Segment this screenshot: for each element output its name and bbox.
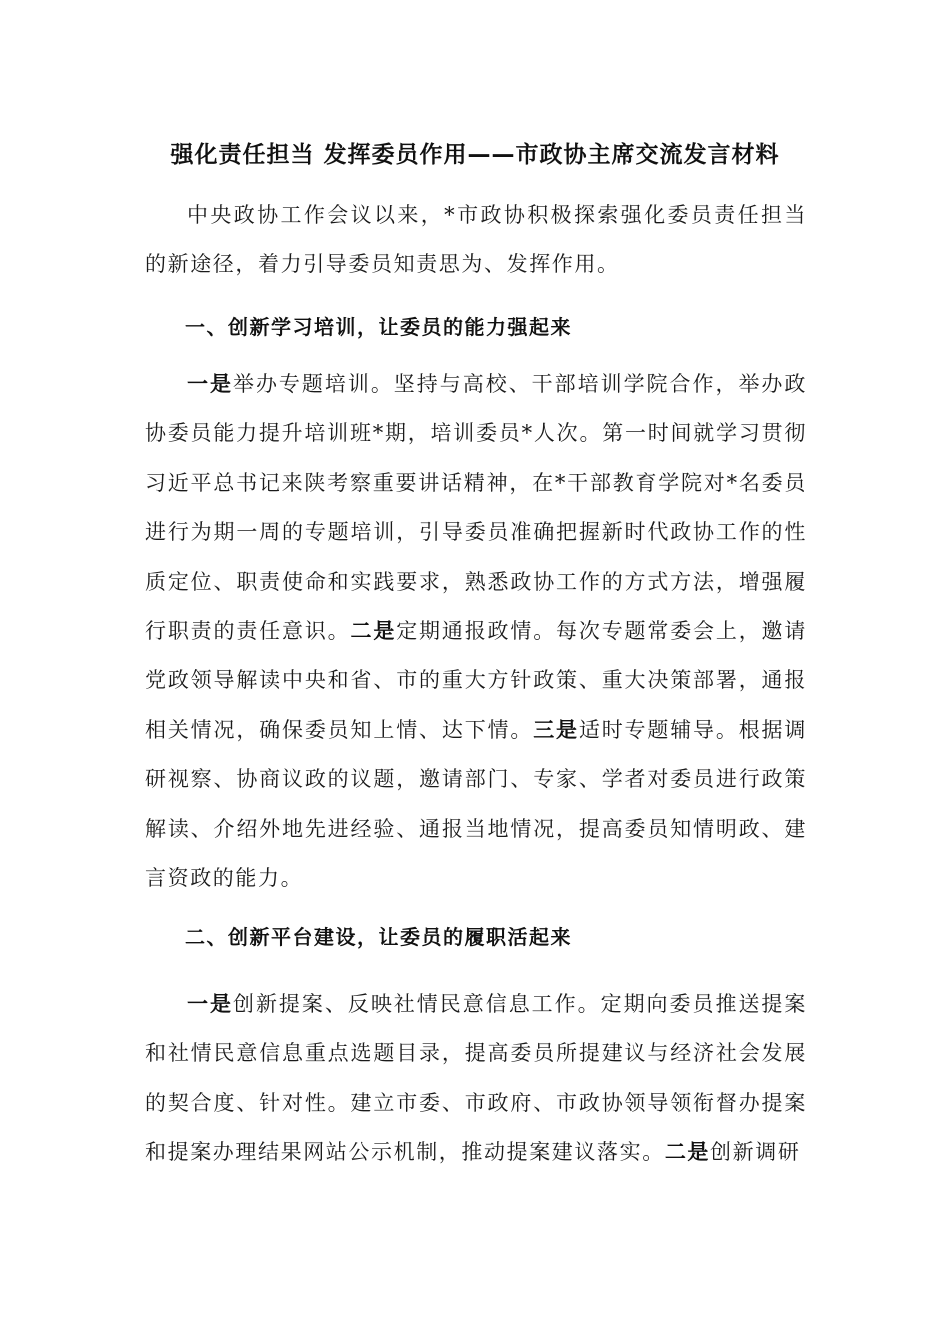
lead-phrase: 二是 (350, 619, 397, 644)
lead-phrase: 一是 (187, 992, 233, 1016)
lead-phrase: 二是 (664, 1140, 711, 1165)
section-1-heading: 一、创新学习培训，让委员的能力强起来 (185, 315, 572, 339)
lead-phrase: 一是 (187, 372, 233, 396)
paragraph-text: 举办专题培训。坚持与高校、干部培训学院合作，举办政协委员能力提升培训班*期，培训委员*人次。第一时间就学习贯彻习近平总书记来陕考察重要讲话精神，在*干部教育学院对*名委员进行为期一周的专题培训，引导委员准确把握新时代政协工作的性质定位、职责使命和实践要求，熟悉政协工作的方式方法，增强履行职责的责任意识。 (145, 372, 808, 644)
paragraph-text: 定期通报政情。每次专题常委会上，邀请党政领导解读中央和省、市的重大方针政策、重大决策部署，通报相关情况，确保委员知上情、达下情。 (145, 619, 807, 742)
document-title: 强化责任担当 发挥委员作用——市政协主席交流发言材料 (170, 142, 780, 168)
paragraph-text: 适时专题辅导。根据调研视察、协商议政的议题，邀请部门、专家、学者对委员进行政策解读、介绍外地先进经验、通报当地情况，提高委员知情明政、建言资政的能力。 (145, 717, 807, 891)
section-2-paragraph (145, 980, 807, 1178)
section-2-heading: 二、创新平台建设，让委员的履职活起来 (185, 925, 572, 949)
paragraph-text: 创新提案、反映社情民意信息工作。定期向委员推送提案和社情民意信息重点选题目录，提高委员所提建议与经济社会发展的契合度、针对性。建立市委、市政府、市政协领导领衔督办提案和提案办理结果网站公示机制，推动提案建议落实。 (145, 992, 808, 1165)
intro-paragraph: 中央政协工作会议以来，*市政协积极探索强化委员责任担当的新途径，着力引导委员知责思为、发挥作用。 (145, 203, 807, 277)
paragraph-text: 创新调研 (710, 1140, 801, 1165)
lead-phrase: 三是 (533, 717, 579, 742)
section-1-paragraph (145, 360, 807, 903)
